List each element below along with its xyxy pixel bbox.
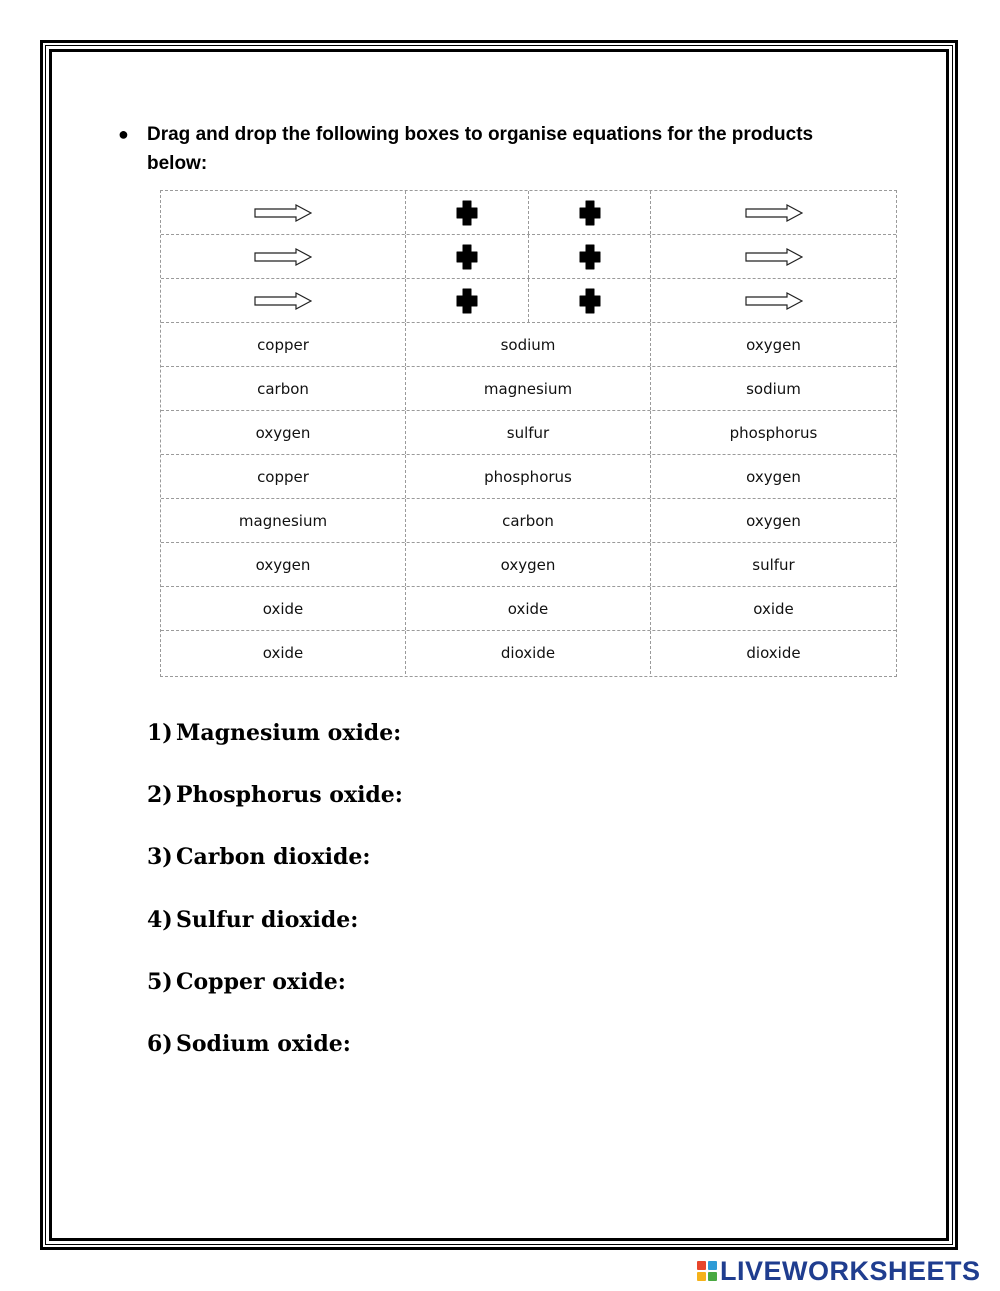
word-row bbox=[161, 367, 896, 411]
answer-number: 5) bbox=[147, 969, 173, 995]
drag-card[interactable]: carbon bbox=[406, 499, 651, 542]
word-row bbox=[161, 411, 896, 455]
drag-card[interactable]: oxide bbox=[161, 587, 406, 630]
logo-block bbox=[697, 1272, 706, 1281]
instruction-text: Drag and drop the following boxes to organise equations for the products below: bbox=[147, 124, 814, 174]
drag-card[interactable]: oxygen bbox=[161, 543, 406, 586]
arrow-right-icon bbox=[745, 292, 803, 310]
logo-block bbox=[708, 1261, 717, 1270]
drag-card[interactable]: sulfur bbox=[406, 411, 651, 454]
arrow-right-icon bbox=[254, 292, 312, 310]
drag-card[interactable]: phosphorus bbox=[729, 423, 818, 442]
logo-blocks bbox=[697, 1261, 717, 1281]
drag-card[interactable] bbox=[406, 191, 529, 234]
word-row bbox=[161, 587, 896, 631]
drag-card[interactable]: carbon bbox=[161, 367, 406, 410]
drag-card[interactable]: oxide bbox=[161, 631, 406, 674]
arrow-right-icon bbox=[254, 248, 312, 266]
answer-number: 6) bbox=[147, 1031, 173, 1057]
plus-icon bbox=[579, 244, 601, 270]
drag-card[interactable]: oxygen bbox=[161, 411, 406, 454]
drag-card[interactable]: dioxide bbox=[746, 643, 801, 662]
drag-card[interactable] bbox=[651, 191, 896, 234]
answer-item bbox=[147, 1031, 351, 1057]
plus-icon bbox=[579, 200, 601, 226]
answer-label: Phosphorus oxide: bbox=[176, 782, 403, 808]
drag-card[interactable]: oxide bbox=[753, 599, 794, 618]
liveworksheets-logo bbox=[697, 1256, 981, 1286]
answer-label: Magnesium oxide: bbox=[176, 720, 402, 746]
answer-number: 4) bbox=[147, 907, 173, 933]
drag-card[interactable] bbox=[529, 235, 651, 278]
drag-card[interactable]: sodium bbox=[746, 379, 801, 398]
drag-card[interactable]: magnesium bbox=[406, 367, 651, 410]
drag-card[interactable] bbox=[651, 279, 896, 322]
plus-icon bbox=[456, 244, 478, 270]
answer-label: Sodium oxide: bbox=[176, 1031, 351, 1057]
drag-cards-grid bbox=[160, 190, 897, 677]
plus-icon bbox=[456, 200, 478, 226]
word-row bbox=[161, 499, 896, 543]
operator-row bbox=[161, 191, 896, 235]
logo-wordmark: LIVEWORKSHEETS bbox=[720, 1255, 981, 1286]
drag-card[interactable]: magnesium bbox=[161, 499, 406, 542]
drag-card[interactable] bbox=[651, 235, 896, 278]
bullet-icon: ● bbox=[118, 124, 129, 144]
word-row bbox=[161, 323, 896, 367]
answer-item bbox=[147, 969, 346, 995]
drag-card[interactable]: dioxide bbox=[406, 631, 651, 674]
drag-card[interactable] bbox=[529, 279, 651, 322]
operator-row bbox=[161, 235, 896, 279]
answer-number: 2) bbox=[147, 782, 173, 808]
answer-item bbox=[147, 782, 403, 808]
arrow-right-icon bbox=[745, 248, 803, 266]
drag-card[interactable]: sulfur bbox=[752, 555, 795, 574]
answer-item bbox=[147, 720, 401, 746]
logo-block bbox=[708, 1272, 717, 1281]
word-row bbox=[161, 631, 896, 675]
drag-card[interactable] bbox=[406, 279, 529, 322]
drag-card[interactable] bbox=[161, 279, 406, 322]
plus-icon bbox=[579, 288, 601, 314]
arrow-right-icon bbox=[745, 204, 803, 222]
drag-card[interactable]: phosphorus bbox=[406, 455, 651, 498]
drag-card[interactable]: oxygen bbox=[406, 543, 651, 586]
answer-label: Copper oxide: bbox=[176, 969, 346, 995]
answer-label: Sulfur dioxide: bbox=[176, 907, 359, 933]
answer-number: 3) bbox=[147, 844, 173, 870]
answer-number: 1) bbox=[147, 720, 173, 746]
arrow-right-icon bbox=[254, 204, 312, 222]
drag-card[interactable]: oxygen bbox=[746, 511, 801, 530]
drag-card[interactable] bbox=[529, 191, 651, 234]
plus-icon bbox=[456, 288, 478, 314]
drag-card[interactable] bbox=[161, 191, 406, 234]
answer-item bbox=[147, 907, 358, 933]
word-row bbox=[161, 543, 896, 587]
drag-card[interactable] bbox=[161, 235, 406, 278]
drag-card[interactable]: copper bbox=[161, 323, 406, 366]
instruction bbox=[118, 120, 878, 178]
drag-card[interactable] bbox=[406, 235, 529, 278]
operator-row bbox=[161, 279, 896, 323]
drag-card[interactable]: oxygen bbox=[746, 467, 801, 486]
word-row bbox=[161, 455, 896, 499]
answer-label: Carbon dioxide: bbox=[176, 844, 371, 870]
drag-card[interactable]: oxide bbox=[406, 587, 651, 630]
logo-block bbox=[697, 1261, 706, 1270]
drag-card[interactable]: copper bbox=[161, 455, 406, 498]
drag-card[interactable]: sodium bbox=[406, 323, 651, 366]
drag-card[interactable]: oxygen bbox=[746, 335, 801, 354]
answer-item bbox=[147, 844, 370, 870]
